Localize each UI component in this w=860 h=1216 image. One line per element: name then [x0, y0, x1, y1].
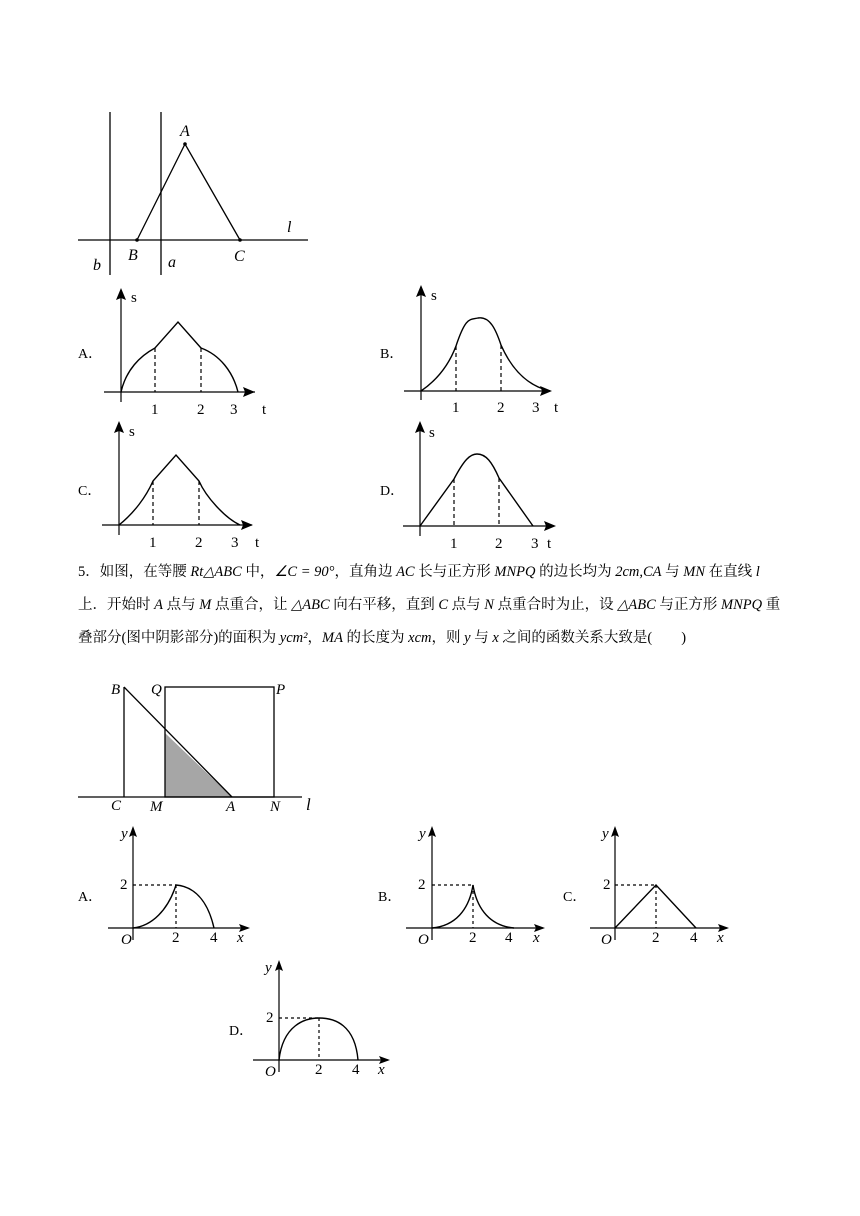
xtick-2: 2: [469, 930, 477, 946]
label-B: B: [111, 682, 121, 698]
xtick-4: 4: [352, 1062, 360, 1078]
tick-1: 1: [149, 535, 157, 551]
tick-2: 2: [497, 400, 505, 416]
xtick-4: 4: [505, 930, 513, 946]
tick-3: 3: [231, 535, 239, 551]
label-A: A: [226, 799, 236, 815]
tick-3: 3: [532, 400, 540, 416]
tick-3: 3: [230, 402, 238, 418]
origin-label: O: [121, 932, 132, 948]
tick-1: 1: [452, 400, 460, 416]
label-a: a: [168, 254, 176, 271]
label-N: N: [270, 799, 281, 815]
tick-2: 2: [495, 536, 503, 552]
tick-2: 2: [197, 402, 205, 418]
origin-label: O: [265, 1064, 276, 1080]
axis-label-y: y: [419, 826, 426, 842]
option-letter: B．: [380, 347, 404, 362]
ytick-2: 2: [266, 1010, 274, 1026]
option-letter: A．: [78, 347, 103, 362]
label-Q: Q: [151, 682, 162, 698]
label-C: C: [234, 248, 245, 265]
axis-label-y: s: [429, 425, 435, 441]
xtick-2: 2: [315, 1062, 323, 1078]
option-letter: D．: [229, 1024, 254, 1039]
tick-2: 2: [195, 535, 203, 551]
axis-label-x: t: [554, 400, 559, 416]
label-M: M: [150, 799, 163, 815]
option-letter: C．: [78, 484, 102, 499]
label-l: l: [306, 795, 311, 814]
axis-label-y: y: [121, 826, 128, 842]
option-letter: D．: [380, 484, 405, 499]
xtick-4: 4: [690, 930, 698, 946]
question-line-1: 5．如图，在等腰 Rt△ABC 中，∠C = 90°，直角边 AC 长与正方形 MNPQ 的边长均为 2cm,CA 与 MN 在直线 l: [78, 564, 760, 580]
axis-label-y: s: [431, 288, 437, 304]
label-A: A: [180, 123, 190, 140]
axis-label-x: x: [533, 930, 540, 946]
origin-label: O: [418, 932, 429, 948]
xtick-4: 4: [210, 930, 218, 946]
axis-label-x: t: [262, 402, 267, 418]
origin-label: O: [601, 932, 612, 948]
axis-label-x: x: [237, 930, 244, 946]
label-B: B: [128, 247, 138, 264]
axis-label-x: x: [378, 1062, 385, 1078]
option-letter: B．: [378, 890, 402, 905]
tick-3: 3: [531, 536, 539, 552]
option-letter: C．: [563, 890, 587, 905]
axis-label-y: s: [131, 290, 137, 306]
axis-label-y: y: [602, 826, 609, 842]
label-C: C: [111, 798, 122, 814]
tick-1: 1: [450, 536, 458, 552]
axis-label-y: y: [265, 960, 272, 976]
question-line-3: 叠部分(图中阴影部分)的面积为 ycm²，MA 的长度为 xcm，则 y 与 x 之间的函数关系大致是( ): [78, 630, 687, 646]
axis-label-x: t: [255, 535, 260, 551]
label-P: P: [276, 682, 286, 698]
ytick-2: 2: [418, 877, 426, 893]
axis-label-y: s: [129, 424, 135, 440]
xtick-2: 2: [652, 930, 660, 946]
label-l: l: [287, 219, 292, 236]
axis-label-x: x: [717, 930, 724, 946]
label-b: b: [93, 257, 101, 274]
ytick-2: 2: [603, 877, 611, 893]
axis-label-x: t: [547, 536, 552, 552]
question-line-2: 上．开始时 A 点与 M 点重合，让 △ABC 向右平移，直到 C 点与 N 点重合时为止，设 △ABC 与正方形 MNPQ 重: [78, 597, 781, 613]
option-letter: A．: [78, 890, 103, 905]
tick-1: 1: [151, 402, 159, 418]
xtick-2: 2: [172, 930, 180, 946]
ytick-2: 2: [120, 877, 128, 893]
